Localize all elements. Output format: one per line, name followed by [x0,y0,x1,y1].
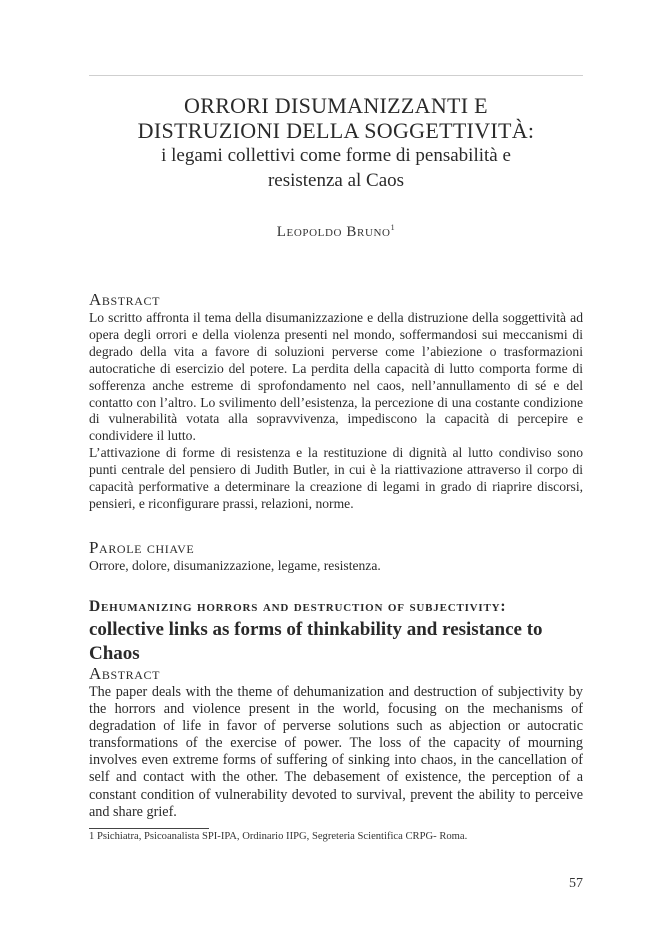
english-abstract-section [89,664,583,821]
author-footnote-mark: 1 [390,223,396,232]
english-title-block [89,596,583,666]
footnote-rule [89,828,209,829]
title-line-2: DISTRUZIONI DELLA SOGGETTIVITÀ: [137,118,535,143]
italian-keywords-section [89,538,583,575]
english-title-line-1: Dehumanizing horrors and destruction of subjectivity: [89,598,507,615]
title-line-1: ORRORI DISUMANIZZANTI E [184,93,488,118]
page-number: 57 [569,876,583,891]
author-line [89,224,583,241]
paper-title-block [89,93,583,193]
english-abstract-paragraph: The paper deals with the theme of dehumanization and destruction of subjectivity by the horrors and violence present in the world, focusing on the mechanisms of degradation of life in favor of perverse solutions such as abjection or autocratic transformations of the exercise of power. The loss of the capacity of mourning involves even extreme forms of suffering of sinking into chaos, in the cancellation of self and contact with the other. The debasement of existence, the perception of a constant condition of vulnerability devoted to survival, prevent the ability to perceive and share grief. [89,684,583,820]
header-rule [89,75,583,76]
italian-abstract-heading: Abstract [89,290,161,309]
english-title-line-2: collective links as forms of thinkability and resistance to Chaos [89,619,543,664]
english-abstract-heading: Abstract [89,664,161,683]
author-name: Leopoldo Bruno [276,224,391,240]
footnote: 1 Psichiatra, Psicoanalista SPI-IPA, Ordinario IIPG, Segreteria Scientifica CRPG- Roma. [89,831,468,842]
subtitle-line-1: i legami collettivi come forme di pensabilità e [161,145,511,166]
subtitle-line-2: resistenza al Caos [267,170,405,191]
italian-abstract-paragraph-1: Lo scritto affronta il tema della disumanizzazione e della distruzione della soggettività ad opera degli orrori e della violenza presenti nel mondo, soffermandosi sui meccanismi di degrado della vita a favore di soluzioni perverse come l’abiezione o trasformazioni autocratiche di esercizio del potere. La perdita della capacità di lutto comporta forme di sofferenza anche estreme di sprofondamento nel caos, nell’annullamento di sé e del contatto con l’altro. Lo svilimento dell’esistenza, la percezione di una costante condizione di vulnerabilità votata alla sopravvivenza, impediscono la capacità di percepire e condividere il lutto. [89,310,583,444]
italian-abstract-paragraph-2: L’attivazione di forme di resistenza e la restituzione di dignità al lutto condiviso sono punti centrale del pensiero di Judith Butler, in cui è la riattivazione attraverso il corpo di capacità performative a determinare la creazione di legami in grado di riaprire discorsi, pensieri, e riconfigurare prassi, relazioni, norme. [89,445,583,511]
keywords-text: Orrore, dolore, disumanizzazione, legame, resistenza. [89,558,381,573]
keywords-heading: Parole chiave [89,538,195,557]
italian-abstract-section [89,290,583,513]
